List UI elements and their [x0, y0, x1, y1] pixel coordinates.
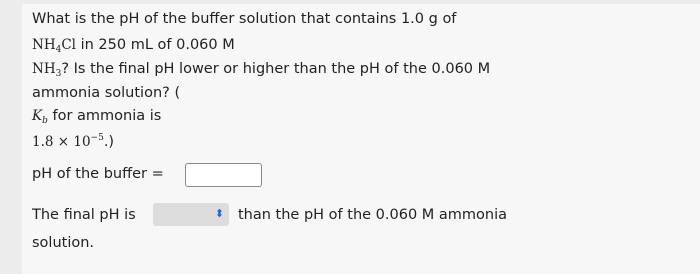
ph-buffer-input[interactable]: [185, 163, 262, 187]
question-line-4: ammonia solution? (: [32, 85, 181, 101]
question-line-3: $NH_3$? Is the final pH lower or higher than the pH of the 0.060 M: [32, 61, 491, 79]
nh3-formula: $NH_3$: [32, 61, 62, 79]
comparison-suffix: than the pH of the 0.060 M ammonia: [238, 207, 508, 223]
ph-comparison-select[interactable]: [153, 203, 229, 226]
question-line-6: $1.8 \times 10^{-5}$.): [32, 133, 115, 150]
comparison-prefix: The final pH is: [32, 207, 136, 223]
kb-symbol: $K_b$: [32, 108, 48, 126]
chevron-up-down-icon: ⬍: [214, 207, 224, 220]
comparison-line-2: solution.: [32, 235, 95, 251]
ph-buffer-label: pH of the buffer =: [32, 166, 164, 182]
kb-value: $1.8 \times 10^{-5}$: [32, 133, 104, 150]
question-line-2: $NH_4Cl$ in 250 mL of 0.060 M: [32, 37, 235, 55]
nh4cl-formula: $NH_4Cl$: [32, 37, 76, 55]
question-line-1: What is the pH of the buffer solution that contains 1.0 g of: [32, 11, 457, 27]
question-line-5: $K_b$ for ammonia is: [32, 108, 162, 126]
